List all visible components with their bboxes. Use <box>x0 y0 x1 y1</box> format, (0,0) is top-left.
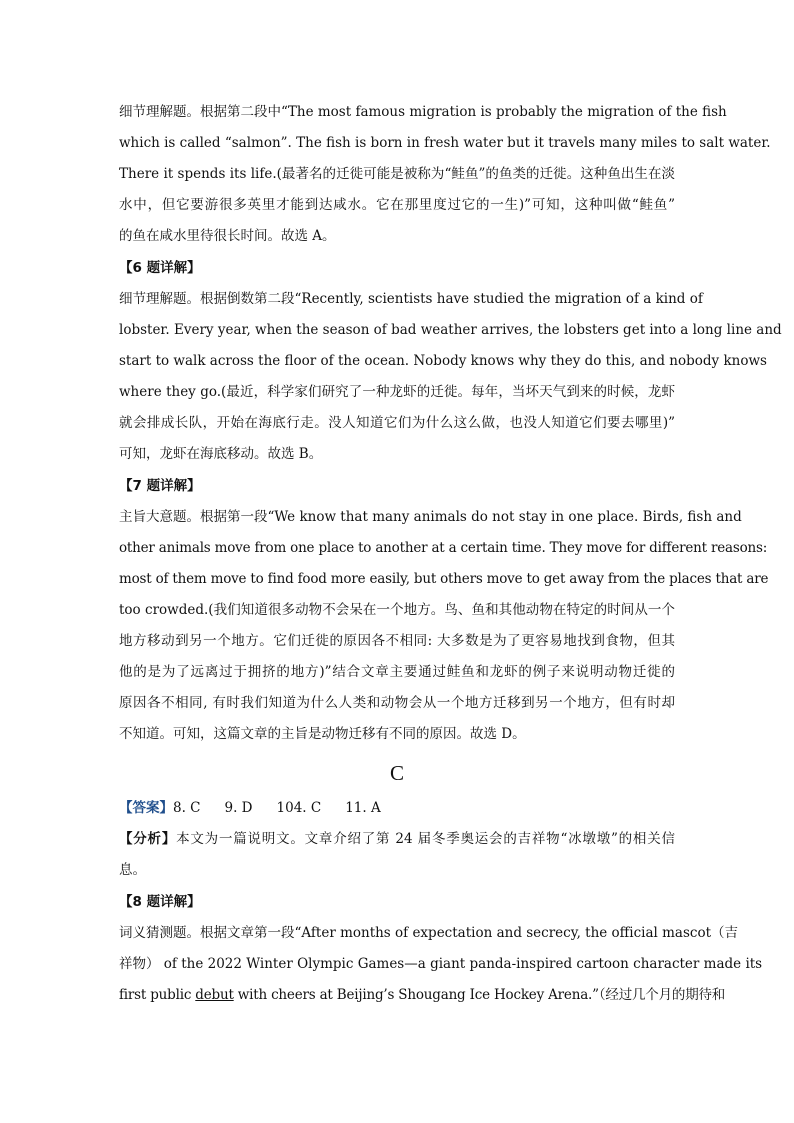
question-8-heading: 【8 题详解】 <box>119 894 201 910</box>
paragraph-line: 细节理解题。根据倒数第二段“Recently, scientists have studied the migration of a kind of <box>119 291 703 307</box>
paragraph-line: lobster. Every year, when the season of bad weather arrives, the lobsters get into a long line and <box>119 322 782 338</box>
paragraph-line: 水中，但它要游很多英里才能到达咸水。它在那里度过它的一生)”可知，这种叫做“鲑鱼” <box>119 197 675 213</box>
paragraph-line: start to walk across the floor of the ocean. Nobody knows why they do this, and nobody knows <box>119 353 767 369</box>
section-heading: C <box>389 761 404 785</box>
paragraph-line: 的鱼在咸水里待很长时间。故选 A。 <box>119 228 336 244</box>
paragraph-line: 主旨大意题。根据第一段“We know that many animals do not stay in one place. Birds, fish and <box>119 509 742 525</box>
answer-label: 【答案】 <box>119 800 173 816</box>
paragraph-line: 原因各不相同, 有时我们知道为什么人类和动物会从一个地方迁移到另一个地方，但有时却 <box>119 695 675 711</box>
question-7-heading: 【7 题详解】 <box>119 478 201 494</box>
paragraph-line: which is called “salmon”. The fish is born in fresh water but it travels many miles to salt water. <box>119 135 771 151</box>
answer-item: 104. C <box>276 800 322 816</box>
answer-line <box>119 799 675 817</box>
paragraph-line: There it spends its life.(最著名的迁徙可能是被称为“鲑鱼”的鱼类的迁徙。这种鱼出生在淡 <box>119 166 675 182</box>
answer-item: 9. D <box>224 800 253 816</box>
answer-item: 8. C <box>173 800 201 816</box>
paragraph-line: 祥物） of the 2022 Winter Olympic Games—a giant panda-inspired cartoon character made its <box>119 956 763 972</box>
paragraph-line: 可知，龙虾在海底移动。故选 B。 <box>119 446 323 462</box>
paragraph-line: 地方移动到另一个地方。它们迁徙的原因各不相同: 大多数是为了更容易地找到食物，但其 <box>119 633 675 649</box>
paragraph-line: 词义猜测题。根据文章第一段“After months of expectation and secrecy, the official mascot（吉 <box>119 925 739 941</box>
line-text: with cheers at Beijing’s Shougang Ice Hockey Arena.”（经过几个月的期待和 <box>233 987 726 1003</box>
question-6-heading: 【6 题详解】 <box>119 260 201 276</box>
analysis-line <box>119 830 675 848</box>
line-text: first public <box>119 987 196 1003</box>
underlined-word: debut <box>195 987 234 1003</box>
paragraph-line: other animals move from one place to another at a certain time. They move for different reasons: <box>119 540 768 556</box>
paragraph-line: 他的是为了远离过于拥挤的地方)”结合文章主要通过鲑鱼和龙虾的例子来说明动物迁徙的 <box>119 664 675 680</box>
analysis-label: 【分析】 <box>119 831 177 847</box>
answer-item: 11. A <box>345 800 381 816</box>
paragraph-line: too crowded.(我们知道很多动物不会呆在一个地方。鸟、鱼和其他动物在特定的时间从一个 <box>119 602 675 618</box>
paragraph-line: where they go.(最近，科学家们研究了一种龙虾的迁徙。每年，当坏天气到来的时候，龙虾 <box>119 384 675 400</box>
analysis-text: 本文为一篇说明文。文章介绍了第 24 届冬季奥运会的吉祥物“冰墩墩”的相关信 <box>176 831 675 847</box>
paragraph-line: 不知道。可知，这篇文章的主旨是动物迁移有不同的原因。故选 D。 <box>119 726 526 742</box>
paragraph-line <box>119 986 726 1004</box>
paragraph-line: 细节理解题。根据第二段中“The most famous migration is probably the migration of the fish <box>119 104 727 120</box>
paragraph-line: most of them move to find food more easily, but others move to get away from the places that are <box>119 571 769 587</box>
analysis-line: 息。 <box>119 862 146 878</box>
paragraph-line: 就会排成长队，开始在海底行走。没人知道它们为什么这么做，也没人知道它们要去哪里)” <box>119 415 675 431</box>
